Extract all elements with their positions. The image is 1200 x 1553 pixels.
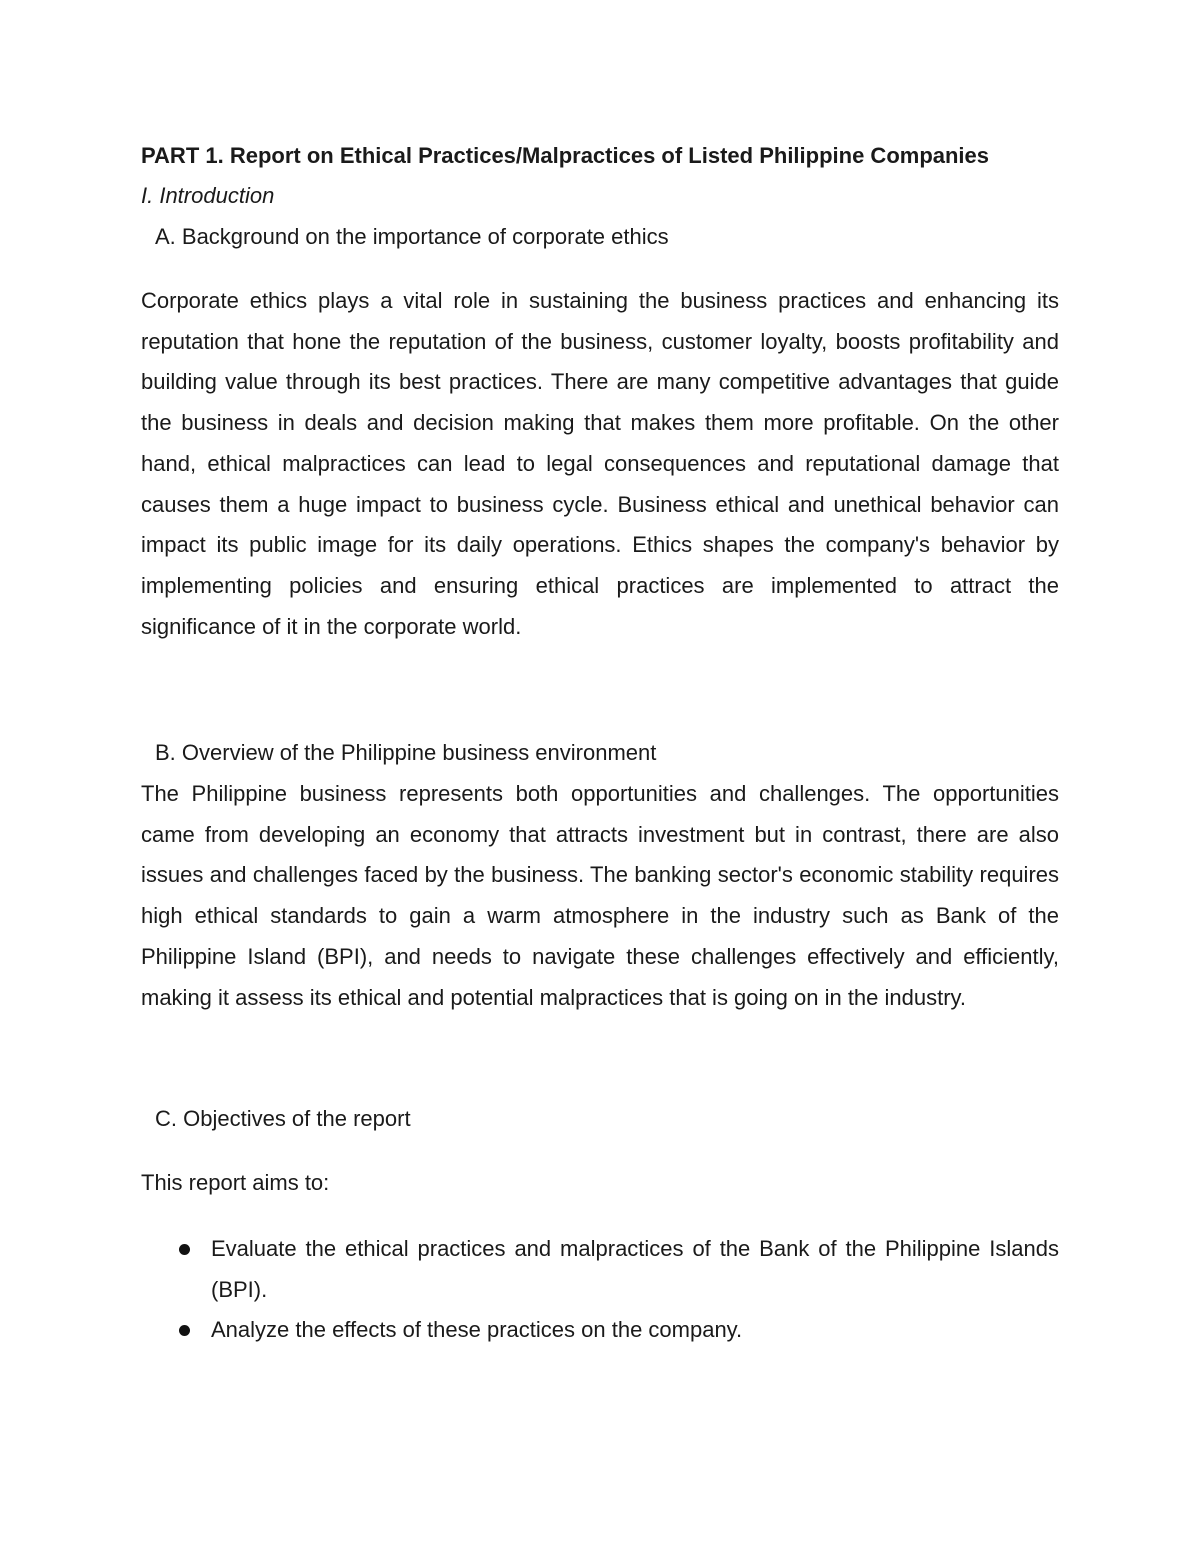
subsection-c-lead: This report aims to: — [141, 1170, 330, 1195]
list-item — [141, 1229, 1059, 1310]
bullet-icon — [179, 1325, 190, 1336]
bullet-icon — [179, 1244, 190, 1255]
subsection-b-body: The Philippine business represents both opportunities and challenges. The opportunities came from developing an economy that attracts investment but in contrast, there are also issues and challenges faced by the business. The banking sector's economic stability requires high ethical standards to gain a warm atmosphere in the industry such as Bank of the Philippine Island (BPI), and needs to navigate these challenges effectively and efficiently, making it assess its ethical and potential malpractices that is going on in the industry. — [141, 781, 1059, 1010]
subsection-b-heading: B. Overview of the Philippine business environment — [155, 740, 657, 765]
list-item-text: Evaluate the ethical practices and malpractices of the Bank of the Philippine Islands (BPI). — [211, 1236, 1059, 1302]
list-item-text: Analyze the effects of these practices on the company. — [211, 1317, 743, 1343]
subsection-a-body: Corporate ethics plays a vital role in sustaining the business practices and enhancing its reputation that hone the reputation of the business, customer loyalty, boosts profitability and building value through its best practices. There are many competitive advantages that guide the business in deals and decision making that makes them more profitable. On the other hand, ethical malpractices can lead to legal consequences and reputational damage that causes them a huge impact to business cycle. Business ethical and unethical behavior can impact its public image for its daily operations. Ethics shapes the company's behavior by implementing policies and ensuring ethical practices are implemented to attract the significance of it in the corporate world. — [141, 288, 1059, 639]
section-heading-introduction: I. Introduction — [141, 183, 275, 208]
subsection-a-heading: A. Background on the importance of corporate ethics — [155, 224, 669, 249]
subsection-c-heading: C. Objectives of the report — [155, 1106, 411, 1131]
list-item — [141, 1310, 1059, 1351]
document-title: PART 1. Report on Ethical Practices/Malpractices of Listed Philippine Companies — [141, 143, 990, 168]
objectives-list — [141, 1229, 1059, 1351]
